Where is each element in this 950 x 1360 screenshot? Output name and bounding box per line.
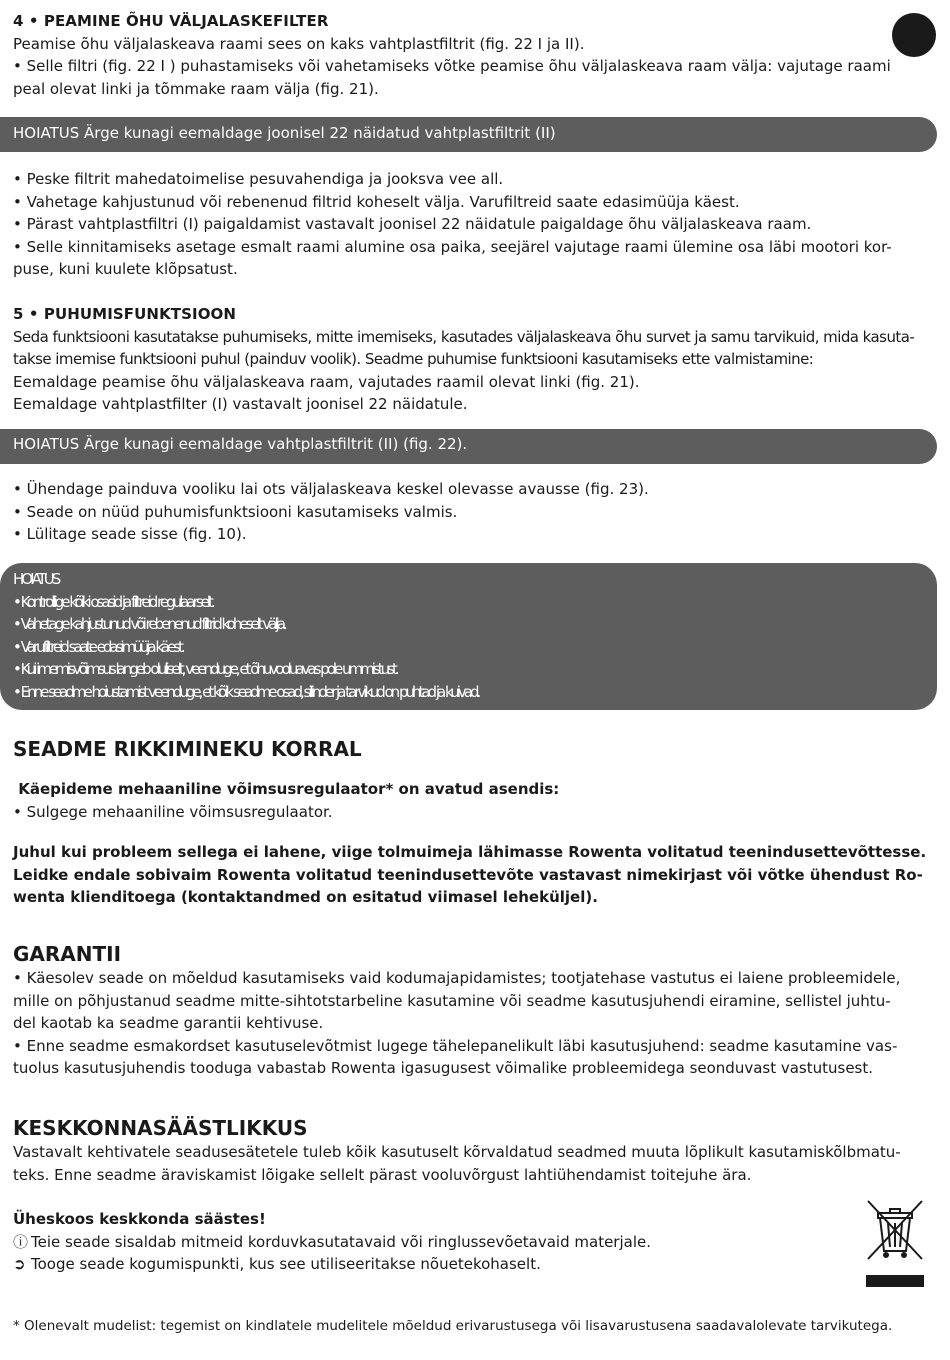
- section-5-line: Eemaldage peamise õhu väljalaskeava raam, vajutades raamil olevat linki (fig. 21).: [13, 372, 640, 391]
- warning-box-item: • Varufiltreid saate edasimüüja käest.: [13, 637, 183, 656]
- failure-section: [13, 736, 938, 909]
- bullet-item: • Vahetage kahjustunud või rebenenud filtrid koheselt välja. Varufiltreid saate edasimüüja käest.: [13, 192, 740, 211]
- bullet-item: • Seade on nüüd puhumisfunktsiooni kasutamiseks valmis.: [13, 502, 458, 521]
- warning-box: [0, 563, 937, 710]
- warranty-line: • Käesolev seade on mõeldud kasutamiseks vaid kodumajapidamistes; tootjatehase vastutus ei laiene probleemidele,: [13, 969, 901, 987]
- warning-box-item: • Kontrollige kõiki osasid ja filtreid regulaarselt.: [13, 592, 213, 611]
- section-4-line: Peamise õhu väljalaskeava raami sees on kaks vahtplastfiltrit (fig. 22 I ja II).: [13, 34, 585, 53]
- arrow-icon: ➲: [13, 1255, 26, 1273]
- section-5: [13, 303, 938, 416]
- section-4: [13, 10, 938, 100]
- section-4-line: • Selle filtri (fig. 22 I ) puhastamiseks või vahetamiseks võtke peamise õhu väljalaskeava raam välja: vajutage raami: [13, 57, 891, 75]
- environment-subheading: Üheskoos keskkonda säästes!: [13, 1210, 266, 1228]
- collection-text: Tooge seade kogumispunkti, kus see utiliseeritakse nõuetekohaselt.: [31, 1255, 541, 1273]
- footnote: * Olenevalt mudelist: tegemist on kindlatele mudelitele mõeldud erivarustusega või lisavarustusena saadavalolevate tarvikutega.: [13, 1318, 893, 1334]
- warranty-line: del kaotab ka seadme garantii kehtivuse.: [13, 1014, 324, 1032]
- failure-heading: SEADME RIKKIMINEKU KORRAL: [13, 737, 362, 761]
- environment-heading: KESKKONNASÄÄSTLIKKUS: [13, 1116, 308, 1140]
- warning-bar-1: [0, 117, 937, 152]
- bullet-item: • Pärast vahtplastfiltri (I) paigaldamist vastavalt joonisel 22 näidatule paigaldage õhu väljalaskeava raam.: [13, 215, 812, 233]
- failure-bullet: • Sulgege mehaaniline võimsusregulaator.: [13, 802, 333, 821]
- bullet-item: • Selle kinnitamiseks asetage esmalt raami alumine osa paika, seejärel vajutage raami ülemine osa läbi mootori kor-: [13, 237, 892, 256]
- warning-bar-2: [0, 429, 937, 464]
- warranty-section: [13, 941, 938, 1080]
- failure-bold-line: Leidke endale sobivaim Rowenta volitatud teenindusettevõte vastavast nimekirjast või võtke ühendust Ro-: [13, 865, 923, 884]
- section-5-heading: 5 • PUHUMISFUNKTSIOON: [13, 305, 237, 323]
- warranty-line: • Enne seadme esmakordset kasutuselevõtmist lugege tähelepanelikult läbi kasutusjuhend: seadme kasutamine vas-: [13, 1036, 898, 1055]
- warning-box-item: • Kui imemisvõimsus langeb oluliselt, veenduge, et õhuvooluavas pole ummistust.: [13, 660, 397, 678]
- bullet-item: • Lülitage seade sisse (fig. 10).: [13, 525, 247, 543]
- warning-bar-text: HOIATUS Ärge kunagi eemaldage vahtplastfiltrit (II) (fig. 22).: [13, 435, 468, 453]
- recyclable-note: [13, 1231, 938, 1254]
- info-icon: ⓘ: [13, 1232, 29, 1251]
- section-5-line: takse imemise funktsiooni puhul (painduv voolik). Seadme puhumise funktsiooni kasutamiseks ette valmistamine:: [13, 350, 814, 368]
- weee-crossed-bin-icon: [866, 1199, 924, 1289]
- section-4-line: peal olevat linki ja tõmmake raam välja (fig. 21).: [13, 79, 379, 98]
- warning-box-item: • Vahetage kahjustunud või rebenenud filtrid koheselt välja.: [13, 615, 285, 633]
- bullet-item: • Peske filtrit mahedatoimelise pesuvahendiga ja jooksva vee all.: [13, 170, 504, 188]
- bullet-item: puse, kuni kuulete klõpsatust.: [13, 260, 238, 278]
- section-5-bullets: [13, 478, 938, 546]
- collection-note: [13, 1253, 938, 1276]
- environment-line: teks. Enne seadme äraviskamist lõigake sellelt pärast vooluvõrgust lahtiühendamist toitejuhe ära.: [13, 1165, 752, 1184]
- warning-box-item: • Enne seadme hoiustamist veenduge, et kõik seadme osad, silinder ja tarvikud on puhtad ja kuivad.: [13, 682, 479, 701]
- warranty-heading: GARANTII: [13, 942, 122, 966]
- section-5-line: Eemaldage vahtplastfilter (I) vastavalt joonisel 22 näidatule.: [13, 395, 468, 413]
- section-5-line: Seda funktsiooni kasutatakse puhumiseks, mitte imemiseks, kasutades väljalaskeava õhu survet ja samu tarvikuid, mida kasuta-: [13, 327, 915, 346]
- warning-box-title: HOIATUS: [13, 570, 59, 588]
- warning-bar-text: HOIATUS Ärge kunagi eemaldage joonisel 22 näidatud vahtplastfiltrit (II): [13, 124, 556, 142]
- recyclable-text: Teie seade sisaldab mitmeid korduvkasutatavaid või ringlussevõetavaid materjale.: [31, 1232, 651, 1251]
- environment-section: [13, 1115, 938, 1276]
- bullet-item: • Ühendage painduva vooliku lai ots väljalaskeava keskel olevasse avausse (fig. 23).: [13, 480, 649, 498]
- environment-line: Vastavalt kehtivatele seadusesätetele tuleb kõik kasutuselt kõrvaldatud seadmed muuta lõplikult kasutamiskõlbmatu-: [13, 1143, 901, 1161]
- section-4-bullets: [13, 168, 938, 281]
- warranty-line: tuolus kasutusjuhendis tooduga vabastab Rowenta igasugusest võimalike probleemidega seonduvast vastutusest.: [13, 1059, 874, 1077]
- section-4-heading: 4 • PEAMINE ÕHU VÄLJALASKEFILTER: [13, 12, 329, 30]
- failure-bold-line: wenta klienditoega (kontaktandmed on esitatud viimasel leheküljel).: [13, 888, 598, 906]
- failure-bold-line: Juhul kui probleem sellega ei lahene, viige tolmuimeja lähimasse Rowenta volitatud teenindusettevõttesse.: [13, 843, 927, 861]
- failure-subheading: Käepideme mehaaniline võimsusregulaator* on avatud asendis:: [13, 780, 560, 798]
- warranty-line: mille on põhjustanud seadme mitte-sihtotstarbeline kasutamine või seadme kasutusjuhendi eiramine, sellistel juhtu-: [13, 991, 891, 1010]
